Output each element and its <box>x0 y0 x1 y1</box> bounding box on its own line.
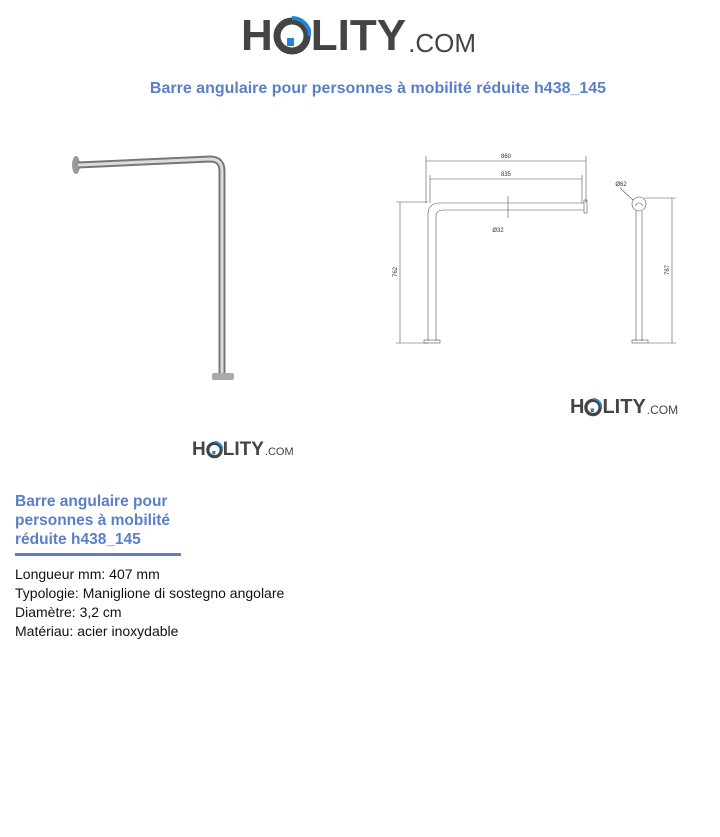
dim-diameter: Ø32 <box>492 228 504 234</box>
technical-drawing <box>390 148 690 348</box>
holity-logo[interactable] <box>241 11 476 60</box>
logo-letter-h: H <box>192 439 206 460</box>
title-underline <box>15 553 181 556</box>
logo-o-icon <box>273 16 311 58</box>
spec-diameter: Diamètre: 3,2 cm <box>15 604 122 620</box>
dim-total-width: 860 <box>500 154 512 160</box>
logo-letter-h: H <box>570 396 585 418</box>
logo-wordmark-rest: LITY <box>222 439 264 460</box>
dim-height-right: 787 <box>665 264 671 276</box>
logo-o-icon <box>206 441 223 460</box>
logo-o-icon <box>584 398 602 418</box>
logo-suffix: .COM <box>646 403 679 417</box>
dim-inner-width: 835 <box>500 172 512 178</box>
product-photo <box>60 145 260 390</box>
logo-wordmark-rest: LITY <box>310 11 407 60</box>
dim-flange: Ø62 <box>615 182 627 188</box>
product-title: Barre angulaire pour personnes à mobilité réduite h438_145 <box>15 493 171 548</box>
product-specs <box>15 565 284 641</box>
spec-material: Matériau: acier inoxydable <box>15 623 179 639</box>
page-title: Barre angulaire pour personnes à mobilité réduite h438_145 <box>149 80 607 97</box>
logo-suffix: .COM <box>408 28 476 58</box>
holity-logo-small <box>192 439 294 460</box>
logo-suffix: .COM <box>264 446 294 458</box>
logo-letter-h: H <box>241 11 273 60</box>
spec-typology: Typologie: Maniglione di sostegno angolare <box>15 585 285 601</box>
logo-wordmark-rest: LITY <box>602 396 646 418</box>
dim-height-left: 762 <box>393 266 399 278</box>
spec-length: Longueur mm: 407 mm <box>15 566 160 582</box>
holity-logo-small <box>570 396 678 418</box>
